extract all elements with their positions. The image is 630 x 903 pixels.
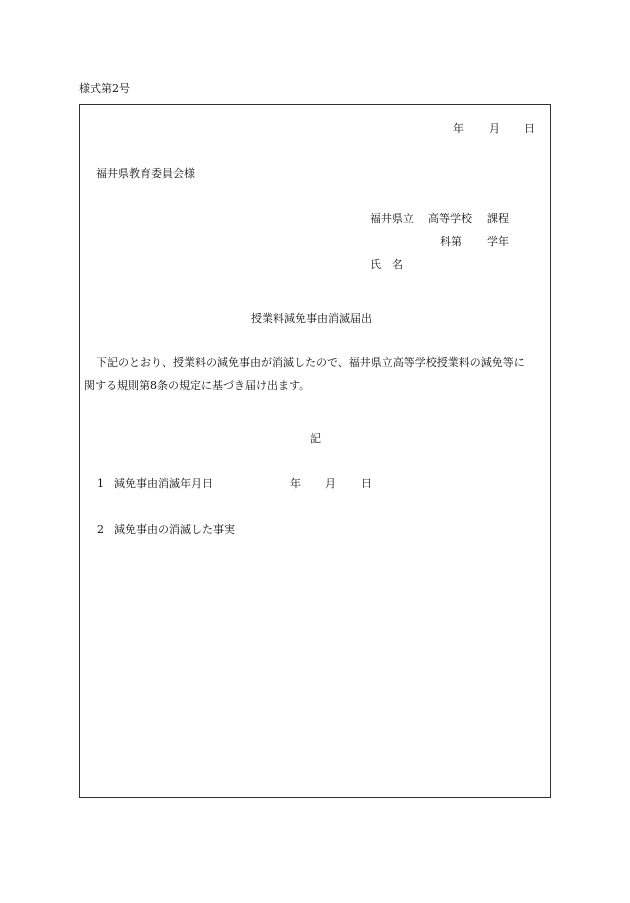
school-type: 高等学校	[428, 212, 472, 225]
form-number: 様式第2号	[79, 82, 130, 95]
department-label: 科第	[440, 235, 462, 248]
school-prefix: 福井県立	[370, 212, 414, 225]
course-label: 課程	[487, 212, 509, 225]
item-2-number: 2	[97, 523, 104, 536]
item-1-day: 日	[361, 477, 372, 490]
addressee: 福井県教育委員会様	[96, 167, 195, 180]
item-1-year: 年	[290, 477, 301, 490]
item-1-month: 月	[325, 477, 336, 490]
header-date-year: 年	[453, 122, 464, 135]
header-date-day: 日	[524, 122, 535, 135]
item-2-label: 減免事由の消滅した事実	[114, 523, 235, 536]
body-line-2: 関する規則第8条の規定に基づき届け出ます。	[84, 379, 311, 392]
grade-label: 学年	[487, 235, 509, 248]
ki-heading: 記	[310, 432, 321, 445]
document-title: 授業料減免事由消滅届出	[251, 312, 372, 325]
body-line-1: 下記のとおり、授業料の減免事由が消滅したので、福井県立高等学校授業料の減免等に	[96, 356, 525, 369]
item-1-label: 減免事由消滅年月日	[114, 477, 213, 490]
item-1-number: 1	[97, 477, 104, 490]
header-date-month: 月	[489, 122, 500, 135]
form-frame	[79, 104, 551, 798]
name-label: 氏 名	[370, 258, 403, 271]
